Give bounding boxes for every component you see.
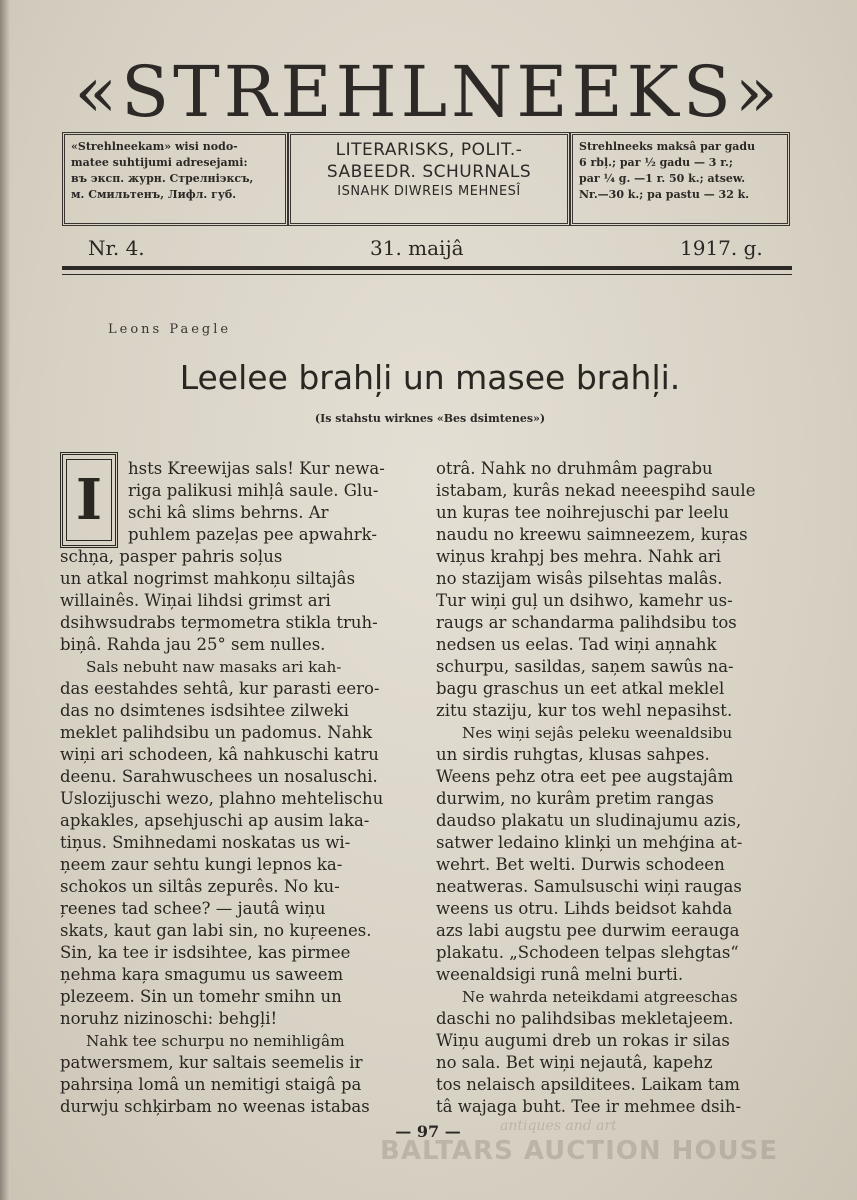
issue-date: 31. maijâ bbox=[370, 236, 464, 260]
price-line: Nr.—30 k.; pa pastu — 32 k. bbox=[579, 188, 750, 201]
text-line: bagu graschus un eet atkal meklel bbox=[436, 679, 725, 698]
text-line: Tur wiņi guļ un dsihwo, kamehr us- bbox=[436, 591, 733, 610]
text-line: naudu no kreewu saimneezem, kuŗas bbox=[436, 525, 748, 544]
text-line: plakatu. „Schodeen telpas slehgtas“ bbox=[436, 943, 739, 962]
price-line: par ¼ g. —1 r. 50 k.; atsew. bbox=[579, 172, 746, 185]
text-line: durwju schķirbam no weenas istabas bbox=[60, 1097, 370, 1116]
text-line: no stazijam wisâs pilsehtas malâs. bbox=[436, 569, 723, 588]
text-line: pahrsiņa lomâ un nemitigi staigâ pa bbox=[60, 1075, 362, 1094]
text-line: neatweras. Samulsuschi wiņi raugas bbox=[436, 877, 742, 896]
text-line: deenu. Sarahwuschees un nosaluschi. bbox=[60, 767, 378, 786]
text-line: istabam, kurâs nekad neeespihd saule bbox=[436, 481, 756, 500]
address-line: м. Смильтенъ, Лифл. губ. bbox=[71, 188, 237, 201]
price-line: Strehlneeks maksâ par gadu bbox=[579, 140, 756, 153]
text-line: skats, kaut gan labi sin, no kuŗeenes. bbox=[60, 921, 372, 940]
journal-type-line: SABEEDR. SCHURNALS bbox=[326, 162, 532, 182]
text-line: satwer ledaino klinķi un mehģina at- bbox=[436, 833, 743, 852]
text-line: schurpu, sasildas, saņem sawûs na- bbox=[436, 657, 734, 676]
text-line: Nahk tee schurpu no nemihligâm bbox=[86, 1032, 345, 1050]
text-line: Weens pehz otra eet pee augstajâm bbox=[436, 767, 734, 786]
text-line: riga palikusi mihļâ saule. Glu- bbox=[128, 481, 379, 500]
text-line: ņehma kaŗa smagumu us saweem bbox=[60, 965, 344, 984]
issue-info-row bbox=[88, 236, 768, 266]
text-line: willainês. Wiņai lihdsi grimst ari bbox=[60, 591, 331, 610]
text-line: Nes wiņi sejâs peleku weenaldsibu bbox=[462, 724, 733, 742]
text-line: Uslozijuschi wezo, plahno mehtelischu bbox=[60, 789, 384, 808]
text-line: raugs ar schandarma palihdsibu tos bbox=[436, 613, 737, 632]
address-line: matee suhtijumi adresejami: bbox=[71, 156, 248, 169]
journal-type-box bbox=[288, 132, 570, 226]
text-line: wehrt. Bet welti. Durwis schodeen bbox=[436, 855, 725, 874]
text-line: apkakles, apsehjuschi ap ausim laka- bbox=[60, 811, 370, 830]
page-edge-shadow bbox=[0, 0, 10, 1200]
text-line: weenaldsigi runâ melni burti. bbox=[436, 965, 684, 984]
text-line: schi kâ slims behrns. Ar bbox=[128, 503, 329, 522]
article-author: Leons Paegle bbox=[108, 322, 232, 337]
text-line: otrâ. Nahk no druhmâm pagrabu bbox=[436, 459, 713, 478]
header-rule-thin bbox=[62, 274, 792, 275]
text-line: un atkal nogrimst mahkoņu siltajâs bbox=[60, 569, 356, 588]
text-line: wiņi ari schodeen, kâ nahkuschi katru bbox=[60, 745, 379, 764]
text-line: ŗeenes tad schee? — jautâ wiņu bbox=[60, 899, 326, 918]
text-line: tos nelaisch apsilditees. Laikam tam bbox=[436, 1075, 740, 1094]
article-subtitle: (Is stahstu wirknes «Bes dsimtenes») bbox=[314, 412, 546, 425]
journal-type-line: LITERARISKS, POLIT.- bbox=[335, 140, 523, 160]
text-line: no sala. Bet wiņi nejautâ, kapehz bbox=[436, 1053, 713, 1072]
text-line: daschi no palihdsibas mekletajeem. bbox=[436, 1009, 734, 1028]
text-line: dsihwsudrabs teŗmometra stikla truh- bbox=[60, 613, 378, 632]
header-rule-thick bbox=[62, 266, 792, 270]
address-line: въ эксп. журн. Стрелнiэксъ, bbox=[71, 172, 254, 185]
masthead-title: «STREHLNEEKS» bbox=[74, 51, 782, 133]
issue-number: Nr. 4. bbox=[88, 236, 145, 260]
address-line: «Strehlneekam» wisi nodo- bbox=[71, 140, 238, 153]
text-line: zitu staziju, kur tos wehl nepasihst. bbox=[436, 701, 733, 720]
text-line: nedsen us eelas. Tad wiņi aņnahk bbox=[436, 635, 717, 654]
article-column-right bbox=[436, 458, 798, 1118]
journal-frequency: ISNAHK DIWREIS MEHNESÎ bbox=[337, 184, 521, 199]
text-line: ņeem zaur sehtu kungi lepnos ka- bbox=[60, 855, 343, 874]
text-line: wiņus krahpj bes mehra. Nahk ari bbox=[436, 547, 722, 566]
text-line: tiņus. Smihnedami noskatas us wi- bbox=[60, 833, 351, 852]
article-column-left bbox=[60, 458, 415, 1118]
text-line: Ne wahrda neteikdami atgreeschas bbox=[462, 988, 738, 1006]
text-line: Sals nebuht naw masaks ari kah- bbox=[86, 658, 342, 676]
watermark-subtitle: antiques and art bbox=[500, 1118, 617, 1134]
text-line: plezeem. Sin un tomehr smihn un bbox=[60, 987, 342, 1006]
price-line: 6 rbļ.; par ½ gadu — 3 r.; bbox=[579, 156, 733, 169]
auction-watermark: BALTARS AUCTION HOUSE bbox=[380, 1136, 779, 1166]
text-line: un kuŗas tee noihrejuschi par leelu bbox=[436, 503, 729, 522]
text-line: Wiņu augumi dreb un rokas ir silas bbox=[436, 1031, 730, 1050]
text-line: durwim, no kurâm pretim rangas bbox=[436, 789, 714, 808]
article-title: Leelee brahļi un masee brahļi. bbox=[179, 358, 681, 397]
address-box bbox=[62, 132, 288, 226]
text-line: puhlem pazeļas pee apwahrk- bbox=[128, 525, 377, 544]
text-line: hsts Kreewijas sals! Kur newa- bbox=[128, 459, 385, 478]
text-line: meklet palihdsibu un padomus. Nahk bbox=[60, 723, 373, 742]
text-line: das eestahdes sehtâ, kur parasti eero- bbox=[60, 679, 380, 698]
text-line: schņa, pasper pahris soļus bbox=[60, 547, 283, 566]
text-line: daudso plakatu un sludinajumu azis, bbox=[436, 811, 742, 830]
text-line: weens us otru. Lihds beidsot kahda bbox=[436, 899, 733, 918]
text-line: Sin, ka tee ir isdsihtee, kas pirmee bbox=[60, 943, 351, 962]
price-box bbox=[570, 132, 790, 226]
text-line: das no dsimtenes isdsihtee zilweki bbox=[60, 701, 349, 720]
text-line: schokos un siltâs zepurês. No ku- bbox=[60, 877, 340, 896]
drop-cap-letter: I bbox=[66, 459, 112, 541]
page-number: — 97 — bbox=[395, 1122, 461, 1141]
text-line: un sirdis ruhgtas, klusas sahpes. bbox=[436, 745, 710, 764]
text-line: noruhz nizinoschi: behgļi! bbox=[60, 1009, 278, 1028]
text-line: azs labi augstu pee durwim eerauga bbox=[436, 921, 740, 940]
text-line: biņâ. Rahda jau 25° sem nulles. bbox=[60, 635, 326, 654]
text-line: tâ wajaga buht. Tee ir mehmee dsih- bbox=[436, 1097, 742, 1116]
text-line: patwersmem, kur saltais seemelis ir bbox=[60, 1053, 363, 1072]
issue-year: 1917. g. bbox=[680, 236, 763, 260]
